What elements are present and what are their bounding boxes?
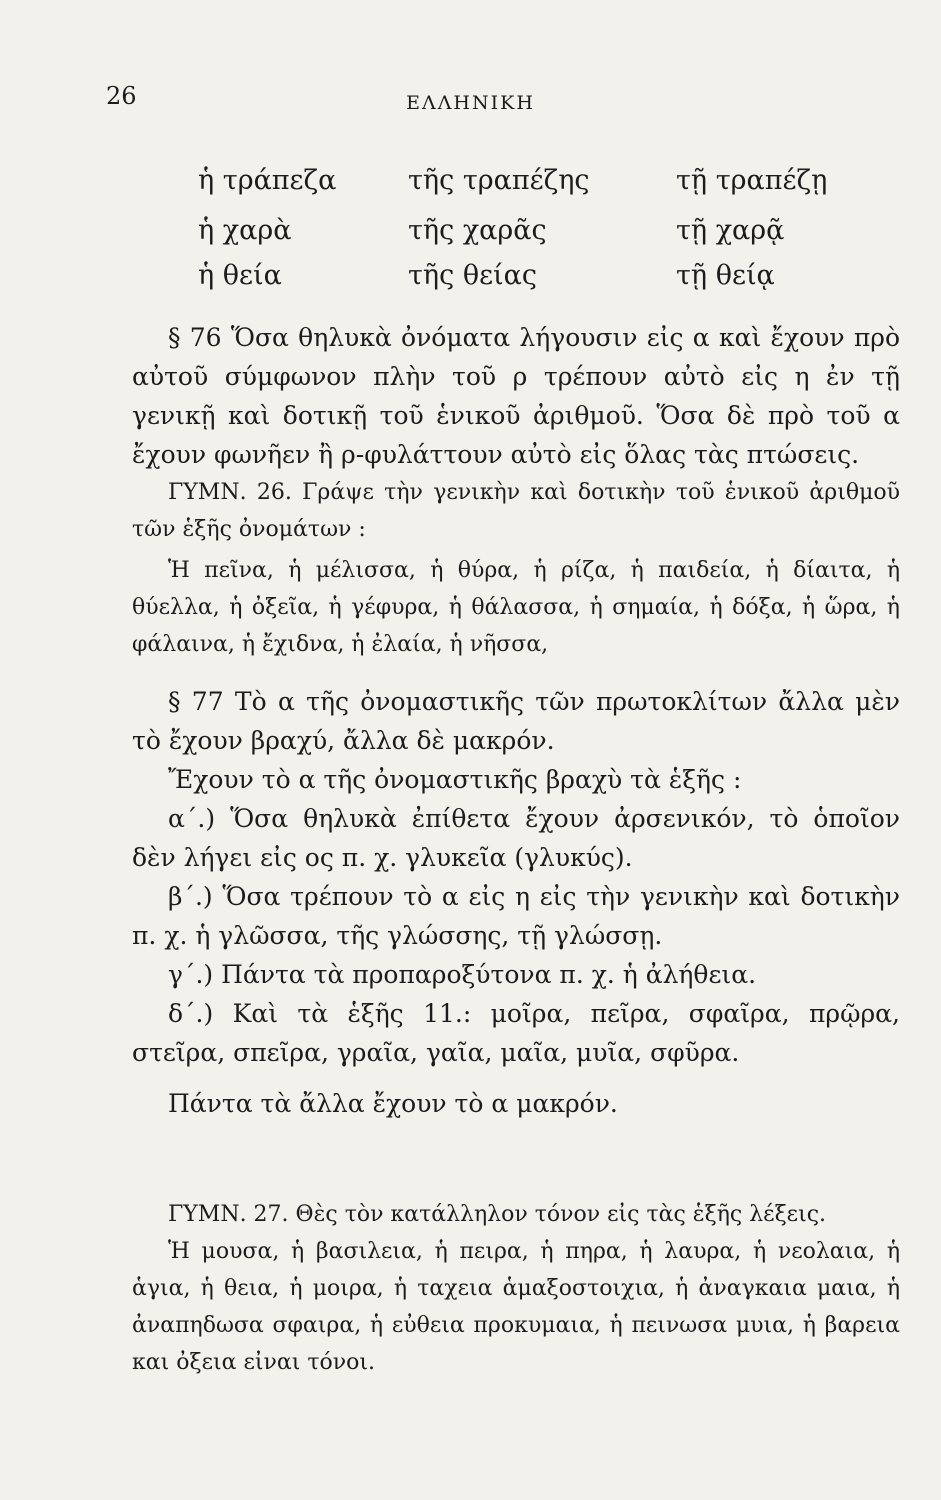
page-number: 26 (106, 82, 137, 110)
declension-dative: τῇ θείᾳ (676, 260, 775, 291)
declension-genitive: τῆς τραπέζης (408, 165, 590, 196)
declension-dative: τῇ τραπέζῃ (676, 165, 828, 196)
section-76 (132, 318, 900, 474)
exercise-26-words: Ἡ πεῖνα, ἡ μέλισσα, ἡ θύρα, ἡ ρίζα, ἡ παιδεία, ἡ δίαιτα, ἡ θύελλα, ἡ ὀξεῖα, ἡ γέφυρα, ἡ θάλασσα, ἡ σημαία, ἡ δόξα, ἡ ὥρα, ἡ φάλαινα, ἡ ἔχιδνα, ἡ ἐλαία, ἡ νῆσσα, (132, 558, 900, 657)
declension-nominative: ἡ θεία (198, 260, 282, 291)
declension-nominative: ἡ χαρὰ (198, 215, 292, 246)
rule-item: β΄.) Ὅσα τρέπουν τὸ α εἰς η εἰς τὴν γενικὴν καὶ δοτικὴν π. χ. ἡ γλῶσσα, τῆς γλώσσης, τῇ γλώσσῃ. (132, 882, 900, 950)
rule-item: γ΄.) Πάντα τὰ προπαροξύτονα π. χ. ἡ ἀλήθεια. (168, 960, 757, 989)
section-77 (132, 682, 900, 1123)
declension-genitive: τῆς χαρᾶς (408, 215, 547, 246)
declension-nominative: ἡ τράπεζα (198, 165, 337, 196)
exercise-26 (132, 474, 900, 663)
exercise-26-title: ΓΥΜΝ. 26. Γράψε τὴν γενικὴν καὶ δοτικὴν τοῦ ἑνικοῦ ἀριθμοῦ τῶν ἑξῆς ὀνομάτων : (132, 480, 900, 542)
running-title: ΕΛΛΗΝΙΚΗ (406, 92, 535, 114)
rule-item: δ΄.) Καὶ τὰ ἑξῆς 11.: μοῖρα, πεῖρα, σφαῖρα, πρῷρα, στεῖρα, σπεῖρα, γραῖα, γαῖα, μαῖα, μυῖα, σφῦρα. (132, 999, 900, 1067)
declension-genitive: τῆς θείας (408, 260, 538, 291)
declension-dative: τῇ χαρᾷ (676, 215, 785, 246)
long-alpha-rule: Πάντα τὰ ἄλλα ἔχουν τὸ α μακρόν. (168, 1089, 618, 1118)
rule-item: α΄.) Ὅσα θηλυκὰ ἐπίθετα ἔχουν ἀρσενικόν, τὸ ὁποῖον δὲν λήγει εἰς ος π. χ. γλυκεῖα (γλυκύς). (132, 804, 900, 872)
exercise-27 (132, 1196, 900, 1381)
section-76-text: § 76 Ὅσα θηλυκὰ ὀνόματα λήγουσιν εἰς α καὶ ἔχουν πρὸ αὐτοῦ σύμφωνον πλὴν τοῦ ρ τρέπουν αὐτὸ εἰς η ἐν τῇ γενικῇ καὶ δοτικῇ τοῦ ἑνικοῦ ἀριθμοῦ. Ὅσα δὲ πρὸ τοῦ α ἔχουν φωνῆεν ἢ ρ-φυλάττουν αὐτὸ εἰς ὅλας τὰς πτώσεις. (132, 323, 900, 469)
exercise-27-title: ΓΥΜΝ. 27. Θὲς τὸν κατάλληλον τόνον εἰς τὰς ἑξῆς λέξεις. (168, 1202, 827, 1227)
exercise-27-words: Ἡ μουσα, ἡ βασιλεια, ἡ πειρα, ἡ πηρα, ἡ λαυρα, ἡ νεολαια, ἡ ἁγια, ἡ θεια, ἡ μοιρα, ἡ ταχεια ἁμαξοστοιχια, ἡ ἀναγκαια μαια, ἡ ἀναπηδωσα σφαιρα, ἡ εὐθεια προκυμαια, ἡ πεινωσα μυια, ἡ βαρεια και ὀξεια εἰναι τόνοι. (132, 1239, 900, 1375)
section-77-intro: § 77 Τὸ α τῆς ὀνομαστικῆς τῶν πρωτοκλίτων ἄλλα μὲν τὸ ἔχουν βραχύ, ἄλλα δὲ μακρόν. (132, 687, 900, 755)
short-alpha-heading: Ἔχουν τὸ α τῆς ὀνομαστικῆς βραχὺ τὰ ἑξῆς : (168, 765, 742, 794)
